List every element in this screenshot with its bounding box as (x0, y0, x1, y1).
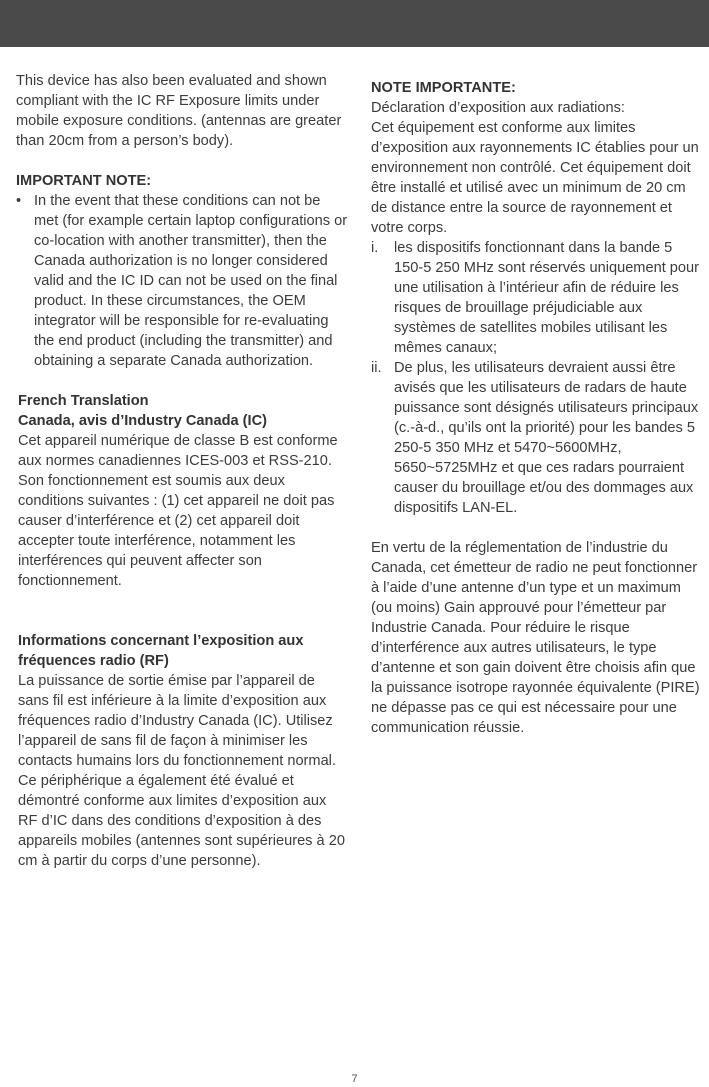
rf-paragraph-2: Ce périphérique a également été évalué et démontré conforme aux limites d’exposition aux RF d’IC dans des conditions d’exposition à des appareils mobiles (antennes sont supérieures à 20 cm à partir du corps d’une personne). (18, 773, 345, 869)
list-item-text: De plus, les utilisateurs devraient aussi être avisés que les utilisateurs de radars de haute puissance sont désignés utilisateurs principaux (c.-à-d., qu’ils ont la priorité) pour les bandes 5 250-5 350 MHz et 5470~5600MHz, 5650~5725MHz et que ces radars pourraient causer du brouillage et/ou des dommages aux dispositifs LAN-EL. (394, 360, 699, 516)
important-note-list (16, 191, 348, 371)
french-paragraph-2: Son fonctionnement est soumis aux deux conditions suivantes : (1) cet appareil ne doit pas causer d’interférence et (2) cet appareil doit accepter toute interférence, notamment les interférences qui peuvent affecter son fonctionnement. (18, 473, 335, 589)
rf-paragraph-1: La puissance de sortie émise par l’appareil de sans fil est inférieure à la limite d’exposition aux fréquences radio d’Industry Canada (IC). Utilisez l’appareil de sans fil de façon à minimiser les contacts humains lors du fonctionnement normal. (18, 673, 336, 769)
closing-paragraph: En vertu de la réglementation de l’industrie du Canada, cet émetteur de radio ne peut fonctionner à l’aide d’une antenne d’un type et un maximum (ou moins) Gain approuvé pour l’émetteur par Industrie Canada. Pour réduire le risque d’interférence aux autres utilisateurs, le type d’antenne et son gain doivent être choisis afin que la puissance isotrope rayonnée équivalente (PIRE) ne dépasse pas ce qui est nécessaire pour une communication réussie. (371, 540, 700, 736)
roman-marker: ii. (371, 360, 382, 376)
note-paragraph: Cet équipement est conforme aux limites d’exposition aux rayonnements IC établies pour un environnement non contrôlé. Cet équipement doit être installé et utilisé avec un minimum de 20 cm de distance entre la source de rayonnement et votre corps. (371, 120, 699, 236)
important-note-heading: IMPORTANT NOTE: (16, 173, 152, 189)
header-bar (0, 0, 709, 47)
intro-paragraph: This device has also been evaluated and shown compliant with the IC RF Exposure limits under mobile exposure conditions. (antennas are greater than 20cm from a person’s body). (16, 73, 342, 149)
list-item-text: les dispositifs fonctionnant dans la bande 5 150-5 250 MHz sont réservés uniquement pour une utilisation à l’intérieur afin de réduire les risques de brouillage préjudiciable aux systèmes de satellites mobiles utilisant les mêmes canaux; (394, 240, 700, 356)
rf-exposure-heading: Informations concernant l’exposition aux fréquences radio (RF) (18, 633, 304, 669)
left-column (16, 71, 348, 871)
list-item (371, 238, 701, 358)
french-translation-heading: French Translation (18, 393, 149, 409)
note-importante-heading: NOTE IMPORTANTE: (371, 80, 516, 96)
industry-canada-heading: Canada, avis d’Industry Canada (IC) (18, 413, 267, 429)
bullet-marker: • (16, 193, 22, 209)
right-column (371, 78, 701, 738)
bullet-text: In the event that these conditions can not be met (for example certain laptop configurations or co-location with another transmitter), then the Canada authorization is no longer considered valid and the IC ID can not be used on the final product. In these circumstances, the OEM integrator will be responsible for re-evaluating the end product (including the transmitter) and obtaining a separate Canada authorization. (34, 193, 348, 369)
roman-marker: i. (371, 240, 379, 256)
page-number: 7 (351, 1073, 358, 1085)
french-paragraph-1: Cet appareil numérique de classe B est conforme aux normes canadiennes ICES-003 et RSS-210. (18, 433, 338, 469)
declaration-subheading: Déclaration d’exposition aux radiations: (371, 100, 625, 116)
list-item (16, 191, 348, 371)
list-item (371, 358, 701, 518)
